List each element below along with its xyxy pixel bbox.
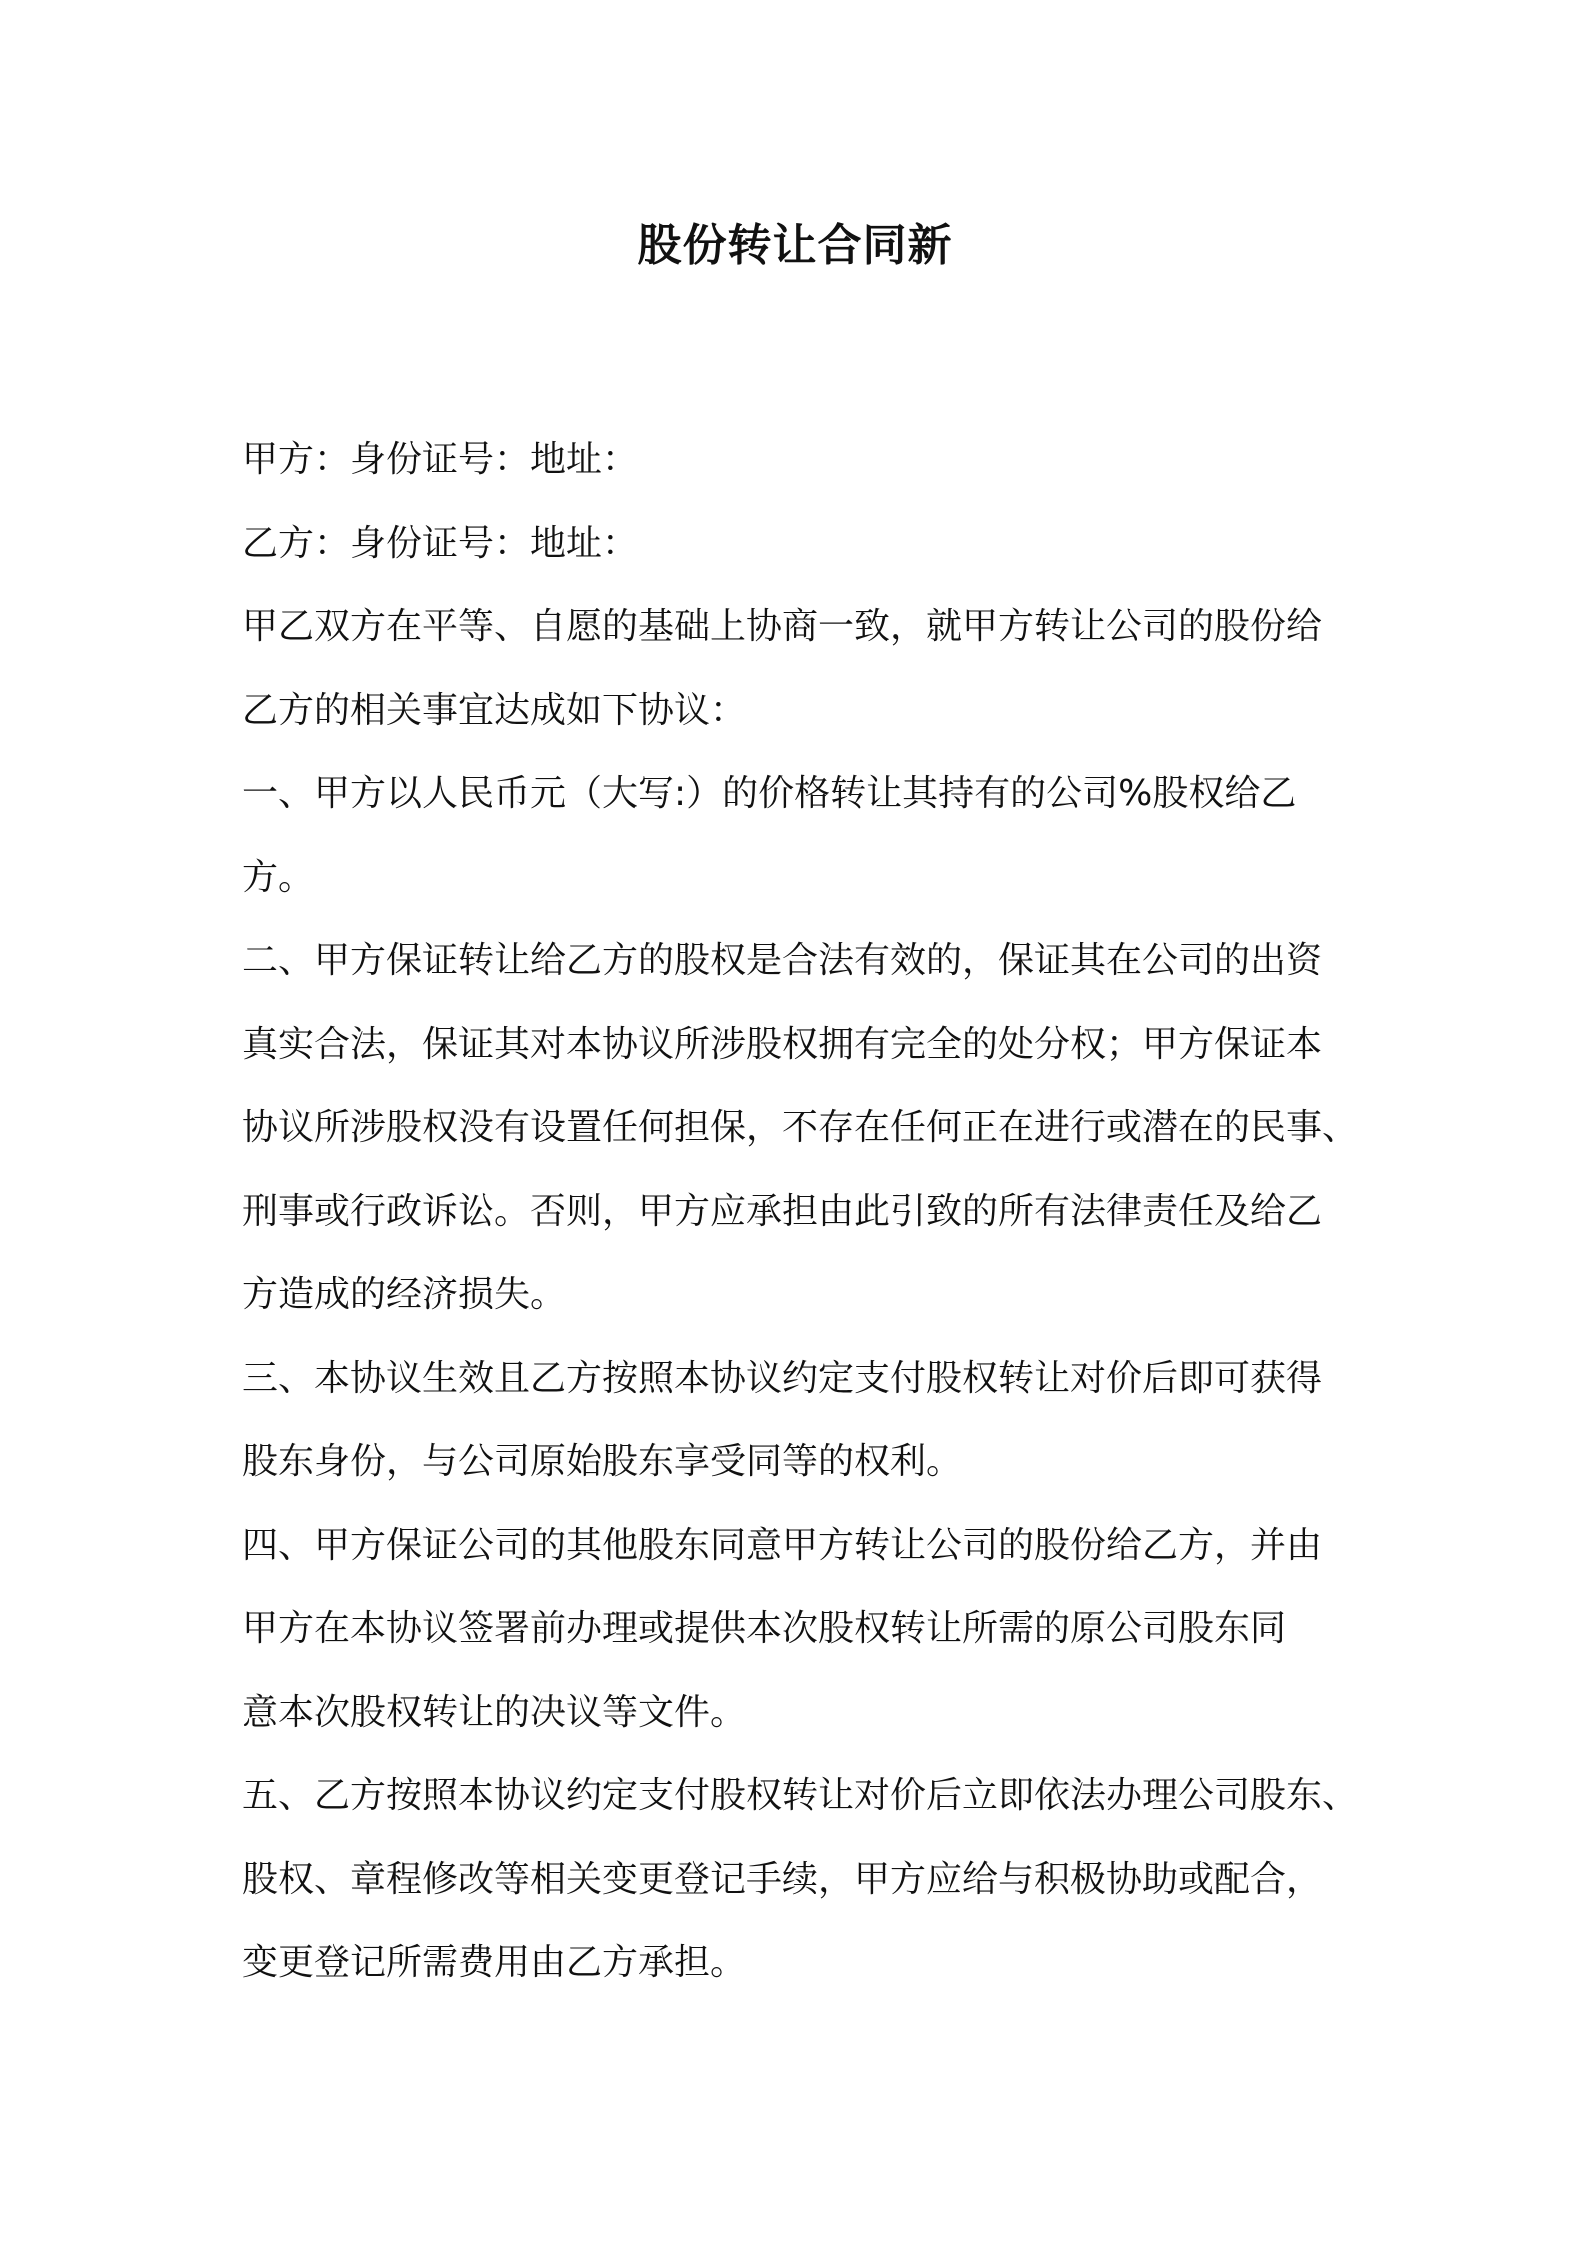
party-a-line: 甲方：身份证号：地址：: [242, 439, 639, 480]
clause-2-line-1: 二、甲方保证转让给乙方的股权是合法有效的，保证其在公司的出资: [242, 940, 1323, 981]
party-b-line: 乙方：身份证号：地址：: [242, 522, 639, 564]
preamble-line-1: 甲乙双方在平等、自愿的基础上协商一致，就甲方转让公司的股份给: [242, 606, 1323, 647]
clause-3-line-1: 三、本协议生效且乙方按照本协议约定支付股权转让对价后即可获得: [242, 1357, 1323, 1399]
clause-4-line-1: 四、甲方保证公司的其他股东同意甲方转让公司的股份给乙方，并由: [242, 1524, 1323, 1566]
clause-2-line-3: 协议所涉股权没有设置任何担保，不存在任何正在进行或潜在的民事、: [242, 1107, 1359, 1148]
preamble-line-2: 乙方的相关事宜达成如下协议：: [242, 689, 747, 731]
clause-3-line-2: 股东身份，与公司原始股东享受同等的权利。: [242, 1441, 963, 1482]
clause-5-line-3: 变更登记所需费用由乙方承担。: [242, 1942, 747, 1983]
clause-1-line-2: 方。: [242, 856, 315, 898]
clause-2-line-2: 真实合法，保证其对本协议所涉股权拥有完全的处分权；甲方保证本: [242, 1023, 1323, 1065]
document-title: 股份转让合同新: [637, 220, 953, 271]
clause-2-line-4: 刑事或行政诉讼。否则，甲方应承担由此引致的所有法律责任及给乙: [242, 1190, 1323, 1232]
clause-5-line-1: 五、乙方按照本协议约定支付股权转让对价后立即依法办理公司股东、: [242, 1775, 1359, 1816]
document-body: [242, 418, 1368, 2005]
clause-2-line-5: 方造成的经济损失。: [242, 1274, 567, 1315]
clause-4-line-3: 意本次股权转让的决议等文件。: [242, 1691, 747, 1733]
clause-4-line-2: 甲方在本协议签署前办理或提供本次股权转让所需的原公司股东同: [242, 1608, 1287, 1649]
clause-1-line-1: 一、甲方以人民币元（大写:）的价格转让其持有的公司%股权给乙: [242, 773, 1297, 814]
clause-5-line-2: 股权、章程修改等相关变更登记手续，甲方应给与积极协助或配合，: [242, 1858, 1323, 1900]
